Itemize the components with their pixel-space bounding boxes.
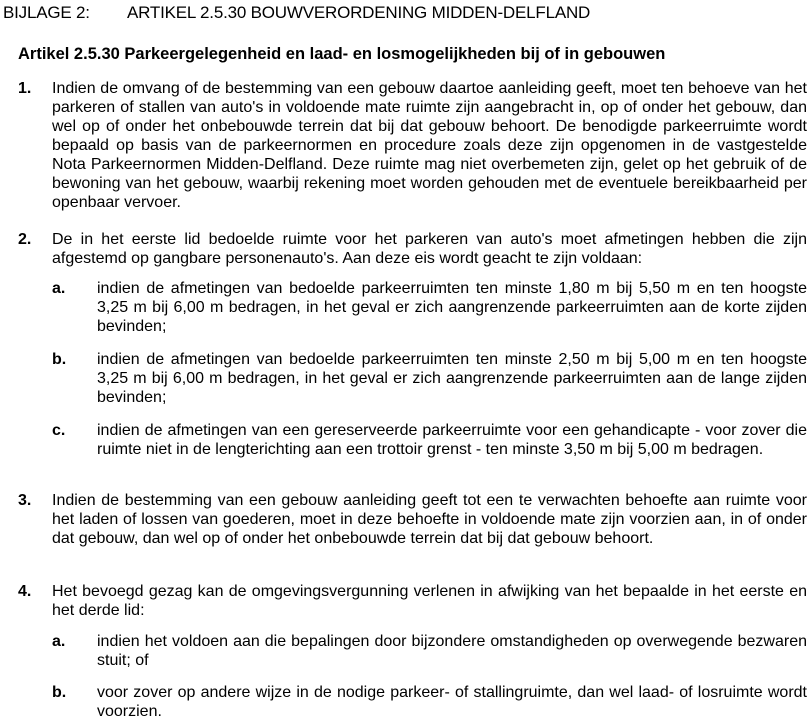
- subitem-text: indien het voldoen aan die bepalingen door bijzondere omstandigheden op overwegende bezwaren stuit; of: [97, 633, 807, 669]
- subitem-text: voor zover op andere wijze in de nodige parkeer- of stallingruimte, dan wel laad- of losruimte wordt voorzien.: [97, 684, 807, 720]
- item-number: 4.: [18, 583, 32, 600]
- item-text: De in het eerste lid bedoelde ruimte voor het parkeren van auto's moet afmetingen hebben die zijn afgestemd op gangbare personenauto's. Aan deze eis wordt geacht te zijn voldaan:: [52, 231, 807, 267]
- subitem-letter: b.: [52, 684, 67, 701]
- subitem-letter: b.: [52, 351, 67, 368]
- subitem-letter: a.: [52, 280, 66, 297]
- page-header: [3, 3, 590, 23]
- subitem-letter: a.: [52, 633, 66, 650]
- item-text: Indien de omvang of de bestemming van een gebouw daartoe aanleiding geeft, moet ten behoeve van het parkeren of stallen van auto's in voldoende mate ruimte zijn aangebracht in, op of onder het gebouw, dan wel op of onder het onbebouwde terrein dat bij dat gebouw behoort. De benodigde parkeerruimte wordt bepaald op basis van de parkeernormen en procedure zoals deze zijn opgenomen in de vastgestelde Nota Parkeernormen Midden-Delfland. Deze ruimte mag niet overbemeten zijn, gelet op het gebruik of de bewoning van het gebouw, waarbij rekening moet worden gehouden met de eventuele bereikbaarheid per openbaar vervoer.: [52, 80, 807, 211]
- annex-title: ARTIKEL 2.5.30 BOUWVERORDENING MIDDEN-DELFLAND: [127, 3, 591, 22]
- item-number: 1.: [18, 80, 32, 97]
- item-text: Het bevoegd gezag kan de omgevingsvergunning verlenen in afwijking van het bepaalde in het eerste en het derde lid:: [52, 583, 807, 619]
- article-heading: Artikel 2.5.30 Parkeergelegenheid en laad- en losmogelijkheden bij of in gebouwen: [18, 45, 666, 63]
- item-text: Indien de bestemming van een gebouw aanleiding geeft tot een te verwachten behoefte aan ruimte voor het laden of lossen van goederen, moet in deze behoefte in voldoende mate zijn voorzien aan, in of onder dat gebouw, dan wel op of onder het onbebouwde terrein dat bij dat gebouw behoort.: [52, 492, 807, 547]
- item-number: 3.: [18, 492, 32, 509]
- subitem-text: indien de afmetingen van een gereserveerde parkeerruimte voor een gehandicapte - voor zover die ruimte niet in de lengterichting aan een trottoir grenst - ten minste 3,50 m bij 5,00 m bedragen.: [97, 422, 807, 458]
- annex-label: BIJLAGE 2:: [3, 3, 90, 22]
- item-number: 2.: [18, 231, 32, 248]
- subitem-text: indien de afmetingen van bedoelde parkeerruimten ten minste 2,50 m bij 5,00 m en ten hoogste 3,25 m bij 6,00 m bedragen, in het geval er zich aangrenzende parkeerruimten aan de lange zijden bevinden;: [97, 351, 807, 406]
- subitem-letter: c.: [52, 422, 66, 439]
- subitem-text: indien de afmetingen van bedoelde parkeerruimten ten minste 1,80 m bij 5,50 m en ten hoogste 3,25 m bij 6,00 m bedragen, in het geval er zich aangrenzende parkeerruimten aan de korte zijden bevinden;: [97, 280, 807, 335]
